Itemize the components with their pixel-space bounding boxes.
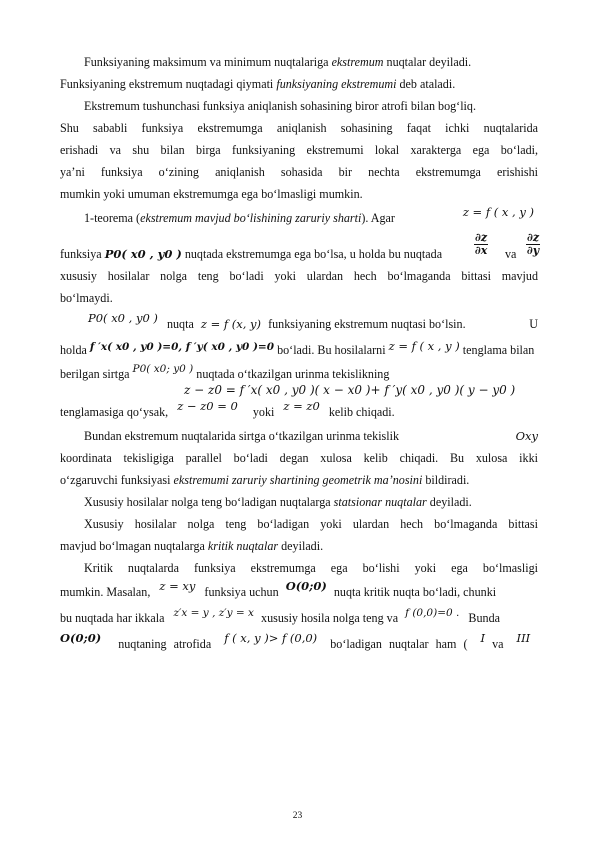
- formula: P0( x0 , y0 ): [104, 247, 182, 261]
- formula: z = f (x, y): [200, 317, 262, 331]
- paragraph-line: Xususiy hosilalar nolga teng bo‘ladigan yoki ulardan hech bo‘lmaganda bittasi: [84, 517, 538, 531]
- formula: Oxy: [515, 429, 538, 443]
- paragraph-line: O(0;0) nuqtaning atrofida f ( x, y )> f (0,0) bo‘ladigan nuqtalar ham ( I va III: [60, 631, 531, 651]
- partial-derivative-fraction: $\frac{\partial z}{\partial y}$: [526, 231, 540, 257]
- paragraph-line: mumkin. Masalan, z = xy funksiya uchun O(0;0) nuqta kritik nuqta bo‘ladi, chunki: [60, 579, 497, 599]
- paragraph-line: holda f ′x( x0 , y0 )=0, f ′y( x0 , y0 )=0 bo‘ladi. Bu hosilalarni z = f ( x , y ) tenglama bilan: [60, 339, 535, 357]
- page-number: 23: [292, 811, 303, 821]
- paragraph-line: Bundan ekstremum nuqtalarida sirtga o‘tkazilgan urinma tekislik Oxy: [84, 429, 538, 443]
- partial-derivative-fraction: $\frac{\partial z}{\partial x}$: [474, 231, 488, 257]
- paragraph-line: xususiy hosilalar nolga teng bo‘ladi yoki ulardan hech bo‘lmaganda bittasi mavjud: [60, 269, 538, 283]
- paragraph-line: mumkin yoki umuman ekstremumga ega bo‘lmasligi mumkin.: [60, 187, 363, 201]
- paragraph-line: mavjud bo‘lmagan nuqtalarga kritik nuqtalar deyiladi.: [60, 539, 324, 553]
- formula: z = f ( x , y ): [462, 205, 534, 219]
- paragraph-line: o‘zgaruvchi funksiyasi ekstremumi zaruriy shartining geometrik ma’nosini bildiradi.: [60, 473, 470, 487]
- formula: z = xy: [159, 579, 196, 593]
- paragraph-line: Xususiy hosilalar nolga teng bo‘ladigan nuqtalarga statsionar nuqtalar deyiladi.: [84, 495, 472, 509]
- formula: f ′x( x0 , y0 )=0, f ′y( x0 , y0 )=0: [89, 341, 275, 353]
- formula: f ( x, y )> f (0,0): [224, 631, 318, 645]
- formula: z′x = y , z′y = x: [173, 607, 254, 619]
- paragraph-line: bo‘lmaydi.: [60, 291, 113, 305]
- formula: f (0,0)=0 .: [405, 607, 460, 619]
- paragraph-line: bu nuqtada har ikkala z′x = y , z′y = x xususiy hosila nolga teng va f (0,0)=0 . Bunda: [60, 607, 500, 625]
- paragraph-line: Shu sababli funksiya ekstremumga aniqlanish sohasining faqat ichki nuqtalarida: [60, 121, 538, 135]
- formula: z = f ( x , y ): [388, 339, 460, 353]
- formula: O(0;0): [285, 579, 327, 593]
- formula: P0( x0; y0 ): [132, 363, 194, 375]
- formula: P0( x0 , y0 ): [88, 311, 158, 325]
- formula: I: [480, 631, 486, 645]
- formula: III: [516, 631, 531, 645]
- display-equation: z − z0 = f ′x( x0 , y0 )( x − x0 )+ f ′y( x0 , y0 )( y − y0 ): [184, 383, 516, 397]
- paragraph-line: Ekstremum tushunchasi funksiya aniqlanish sohasining biror atrofi bilan bog‘liq.: [84, 99, 476, 113]
- formula: z = z0: [283, 399, 320, 413]
- paragraph-line: Kritik nuqtalarda funksiya ekstremumga ega bo‘lishi yoki ega bo‘lmasligi: [84, 561, 538, 575]
- formula: O(0;0): [60, 631, 102, 645]
- paragraph-line: ya’ni funksiya o‘zining aniqlanish sohasida bir nechta ekstremumga erishishi: [60, 165, 538, 179]
- paragraph-line: P0( x0 , y0 ) nuqta z = f (x, y) funksiyaning ekstremum nuqtasi bo‘lsin. U: [88, 311, 538, 331]
- paragraph-line: funksiya P0( x0 , y0 ) nuqtada ekstremumga ega bo‘lsa, u holda bu nuqtada $\frac{\partial z}{\partial x}$ va $\frac{\partial z}{\partial y}$: [60, 231, 540, 261]
- paragraph-line: Funksiyaning maksimum va minimum nuqtalariga ekstremum nuqtalar deyiladi.: [84, 55, 472, 69]
- formula: z − z0 = 0: [177, 399, 238, 413]
- paragraph-line: Funksiyaning ekstremum nuqtadagi qiymati funksiyaning ekstremumi deb ataladi.: [60, 77, 456, 91]
- paragraph-line: koordinata tekisligiga parallel bo‘ladi degan xulosa kelib chiqadi. Bu xulosa ikki: [60, 451, 538, 465]
- paragraph-line: berilgan sirtga P0( x0; y0 ) nuqtada o‘tkazilgan urinma tekislikning: [60, 363, 390, 381]
- paragraph-line: erishadi va shu bilan birga funksiyaning ekstremumi lokal xarakterga ega bo‘ladi,: [60, 143, 538, 157]
- theorem-line: 1-teorema (ekstremum mavjud bo‘lishining zaruriy sharti). Agar z = f ( x , y ): [84, 205, 534, 225]
- paragraph-line: tenglamasiga qo‘ysak, z − z0 = 0 yoki z = z0 kelib chiqadi.: [60, 399, 395, 419]
